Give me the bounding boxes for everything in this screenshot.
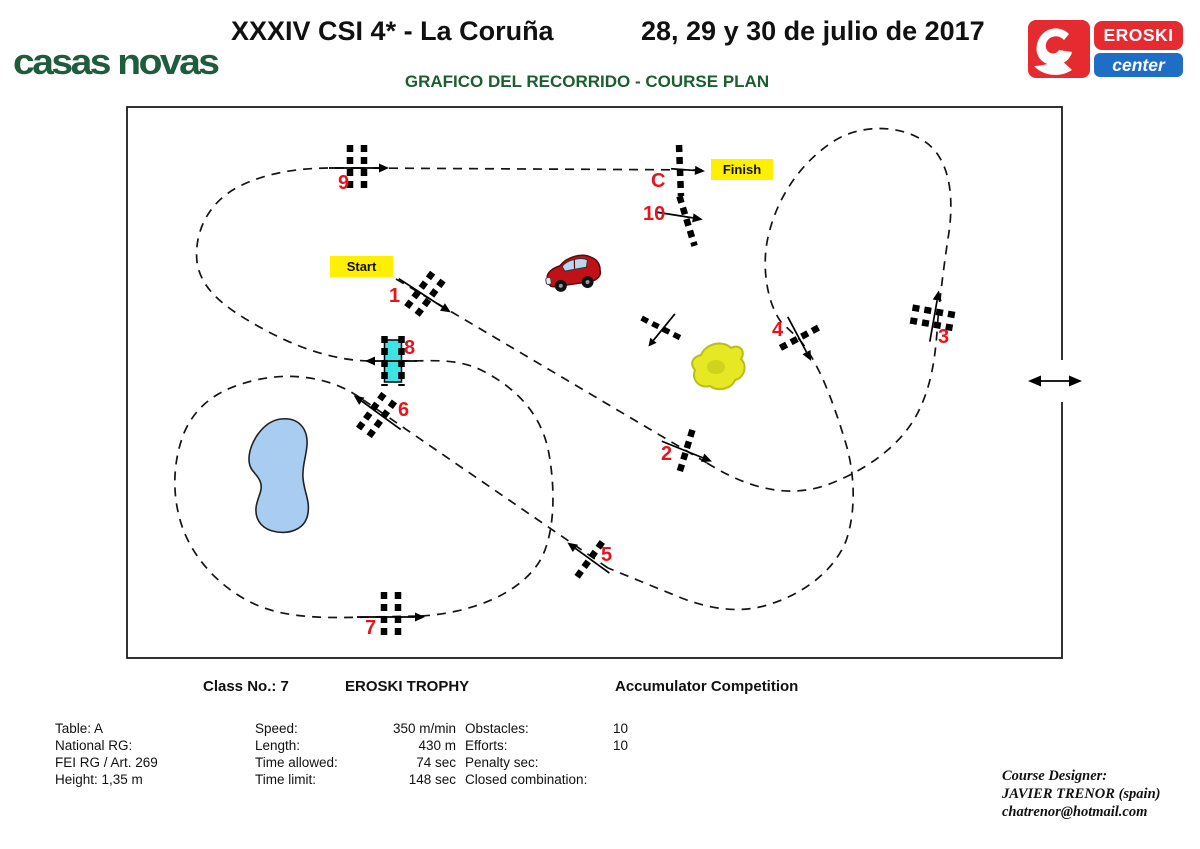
eroski-wordmark: EROSKI [1103,25,1174,45]
time-allowed-label: Time allowed: [255,755,338,770]
efforts-label: Efforts: [465,738,508,753]
pond-icon [249,419,308,533]
designer-email: chatrenor@hotmail.com [1002,804,1148,820]
length-value: 430 m [418,738,456,753]
time-allowed-value: 74 sec [416,755,456,770]
designer-name: JAVIER TRENOR (spain) [1002,786,1161,802]
jump-3-symbol [910,290,958,343]
car-icon [543,253,602,294]
track-5-6 [359,397,608,568]
designer-title: Course Designer: [1002,768,1108,784]
track-2-3 [707,318,938,491]
jump-label-1: 1 [389,285,401,307]
time-limit-value: 148 sec [408,772,456,787]
penalty-label: Penalty sec: [465,755,539,770]
jump-label-7: 7 [365,617,377,639]
speed-value: 350 m/min [392,721,456,736]
rule-height: Height: 1,35 m [55,772,143,787]
rule-national: National RG: [55,738,133,753]
jump-label-4: 4 [772,319,784,341]
competition-type: Accumulator Competition [615,678,799,695]
jump-label-9: 9 [338,172,350,194]
closed-combination-label: Closed combination: [465,772,588,787]
efforts-value: 10 [613,738,629,753]
event-date: 28, 29 y 30 de julio de 2017 [641,16,985,46]
arena-border [127,107,1062,658]
jump-label-8: 8 [404,337,416,359]
trophy-name: EROSKI TROPHY [345,678,470,695]
track-3-loop-4 [765,128,951,339]
tree-icon [692,344,744,390]
page-subtitle: GRAFICO DEL RECORRIDO - COURSE PLAN [404,72,770,91]
obstacles-label: Obstacles: [465,721,529,736]
venue-logo: casas novas [13,42,218,83]
jump-4-symbol [780,315,819,363]
finish-line-icon [671,145,706,196]
jump-label-6: 6 [398,399,410,421]
rule-table: Table: A [55,721,104,736]
obstacles-value: 10 [613,721,629,736]
time-limit-label: Time limit: [255,772,316,787]
jump-6-symbol [351,390,403,436]
jump-label-10: 10 [643,203,666,225]
jump-label-2: 2 [661,443,673,465]
event-title: XXXIV CSI 4* - La Coruña [231,16,554,46]
unused-jump-symbol [642,311,685,349]
track-7-8 [369,361,553,616]
eroski-center-wordmark: center [1112,55,1165,75]
jump-label-3: 3 [938,326,950,348]
jump-label-5: 5 [601,544,613,566]
course-track [175,128,951,617]
class-number: Class No.: 7 [203,678,289,695]
rule-fei: FEI RG / Art. 269 [55,755,158,770]
jump-1-symbol [396,273,453,318]
start-marker: Start [330,256,393,277]
length-label: Length: [255,738,301,753]
collecting-ring-label: C [651,170,666,192]
finish-marker: Finish [711,159,773,180]
speed-label: Speed: [255,721,298,736]
